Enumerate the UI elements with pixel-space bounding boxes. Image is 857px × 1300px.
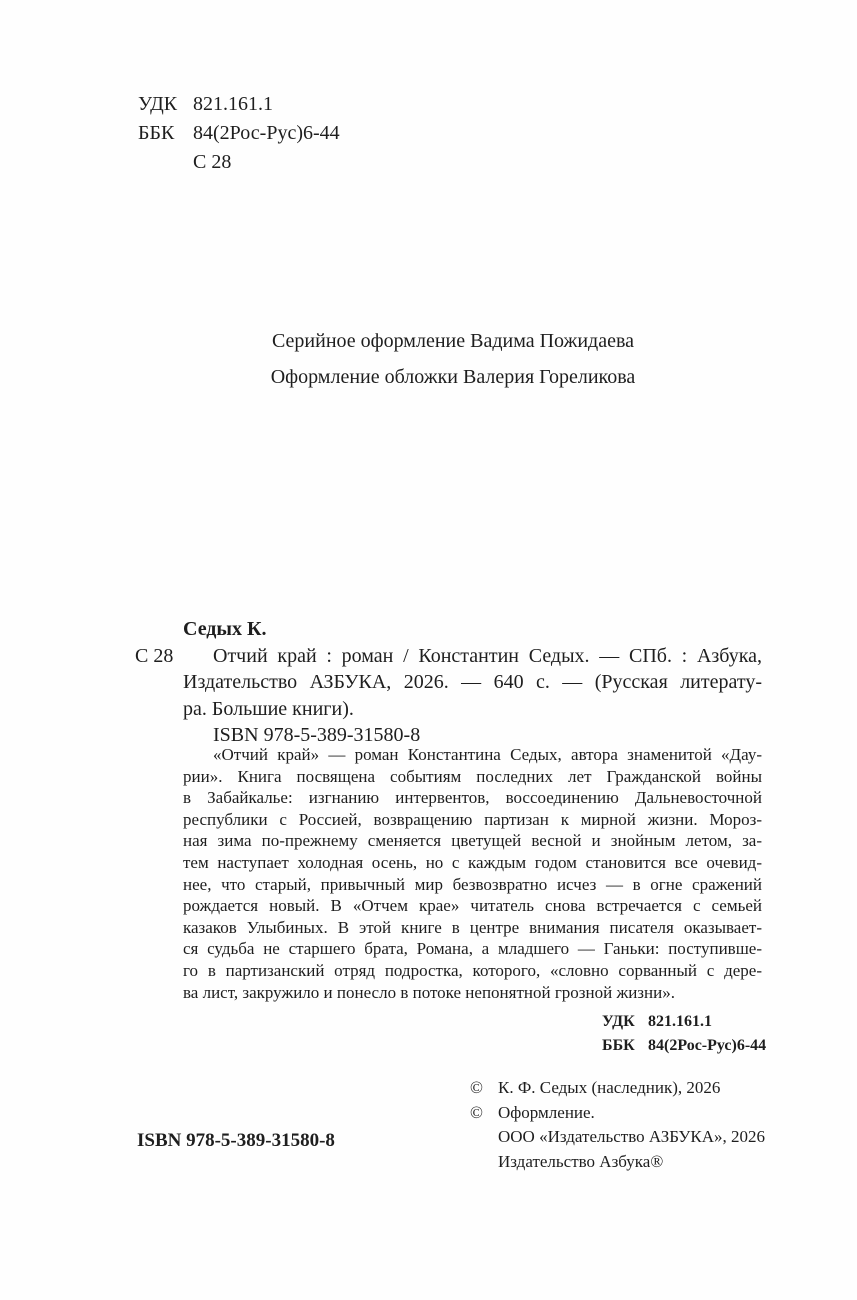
udk-row [138,90,340,119]
copyright-entry [470,1150,765,1175]
udk-label: УДК [138,93,178,115]
bbk-label: ББК [138,122,175,144]
design-credits [183,330,723,388]
copyright-text: Издательство Азбука® [498,1151,664,1171]
bbk-row [138,119,340,148]
author-sign-spacer [138,148,193,177]
annotation-line: ся судьба не старшего брата, Романа, а младшего — Ганьки: поступивше- [183,939,762,959]
annotation-line: ва лист, закружило и понесло в потоке непонятной грозной жизни». [183,982,675,1002]
annotation-line: ная зима по-прежнему сменяется цветущей весной и знойным летом, за- [183,831,762,851]
bbk-value: 84(2Рос-Рус)6-44 [193,122,340,144]
copyright-mark [470,1150,498,1175]
top-classification-codes [138,90,340,177]
catalog-isbn-line: ISBN 978-5-389-31580-8 [213,724,421,746]
copyright-entry [470,1125,765,1150]
copyright-text: К. Ф. Седых (наследник), 2026 [498,1078,721,1097]
annotation [183,744,762,1003]
isbn: ISBN 978-5-389-31580-8 [137,1130,335,1151]
copyright-mark: © [470,1102,483,1122]
copyright-mark: © [470,1078,483,1097]
annotation-line: рии». Книга посвящена событиям последних лет Гражданской войны [183,766,762,786]
catalog-line: Отчий край : роман / Константин Седых. — СПб. : Азбука, [213,644,762,667]
annotation-line: нее, что старый, привычный мир безвозвратно исчез — в огне сражений [183,874,762,894]
cover-design-credit: Оформление обложки Валерия Гореликова [270,366,636,388]
catalog-line: Издательство АЗБУКА, 2026. — 640 с. — (Русская литерату- [183,671,762,693]
catalog-line: ра. Большие книги). [183,697,354,720]
annotation-line: го в партизанский отряд подростка, которого, «словно сорванный с дере- [183,960,762,980]
udk-value: 821.161.1 [193,93,273,115]
udk-bottom-value: 821.161.1 [648,1013,712,1030]
annotation-line: казаков Улыбиных. В этой книге в центре внимания писателя оказывает- [183,917,762,937]
catalog-card [135,616,762,749]
annotation-line: рождается новый. В «Отчем крае» читатель снова встречается с семьей [183,896,762,916]
annotation-line: республики с Россией, возвращению партизан к мирной жизни. Мороз- [183,809,762,829]
copyright-entry [470,1076,765,1101]
annotation-line: в Забайкалье: изгнанию интервентов, воссоединению Дальневосточной [183,788,762,808]
bbk-bottom-value: 84(2Рос-Рус)6-44 [648,1037,767,1054]
copyright-text: ООО «Издательство АЗБУКА», 2026 [498,1127,766,1147]
bottom-classification-codes [602,1010,766,1058]
author-heading: Седых К. [183,618,267,640]
author-sign-value: С 28 [193,151,232,173]
series-design-credit: Серийное оформление Вадима Пожидаева [271,330,635,352]
annotation-line: «Отчий край» — роман Константина Седых, автора знаменитой «Дау- [213,745,762,764]
copyright-block [470,1076,765,1174]
bbk-bottom-row [602,1034,766,1058]
copyright-entry [470,1101,765,1126]
udk-bottom-label: УДК [602,1013,635,1030]
author-code: С 28 [135,644,174,667]
copyright-mark [470,1125,498,1150]
author-sign-row [138,148,340,177]
annotation-line: тем наступает холодная осень, но с каждым годом становится все очевид- [183,852,762,872]
copyright-text: Оформление. [498,1102,595,1122]
udk-bottom-row [602,1010,766,1034]
bbk-bottom-label: ББК [602,1037,635,1054]
